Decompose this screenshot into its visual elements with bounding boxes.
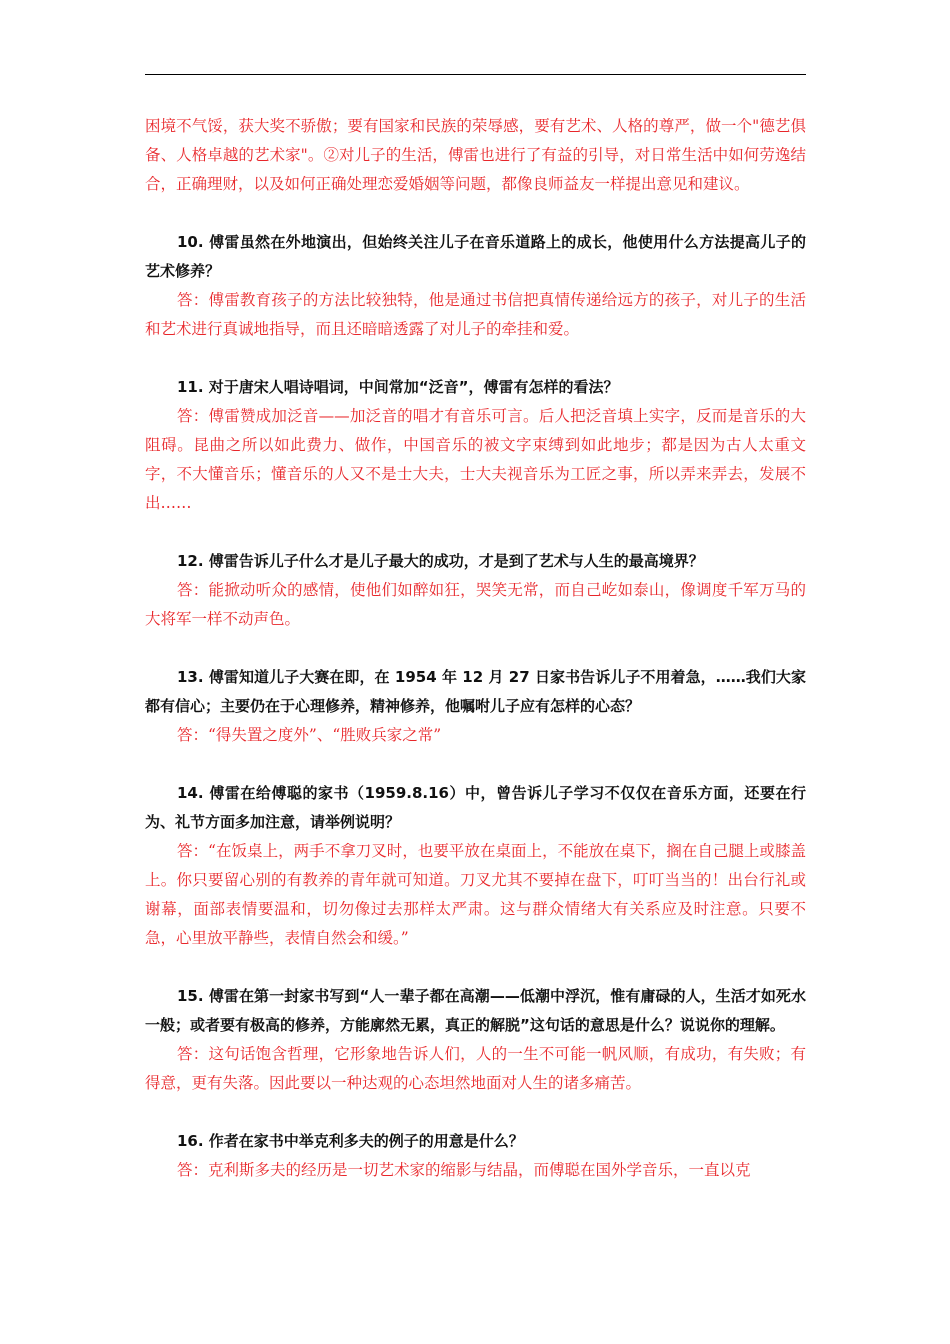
qa-item-11: [145, 373, 806, 518]
question-text: 16. 作者在家书中举克利多夫的例子的用意是什么？: [177, 1132, 524, 1150]
qa-item-12: [145, 547, 806, 634]
qa-item-10: [145, 228, 806, 344]
answer-text: 答：傅雷教育孩子的方法比较独特，他是通过书信把真情传递给远方的孩子，对儿子的生活和艺术进行真诚地指导，而且还暗暗透露了对儿子的牵挂和爱。: [145, 291, 806, 338]
qa-item-14: [145, 779, 806, 953]
qa-item-15: [145, 982, 806, 1098]
question-text: 10. 傅雷虽然在外地演出，但始终关注儿子在音乐道路上的成长，他使用什么方法提高儿子的艺术修养？: [145, 233, 806, 280]
answer-text: 答：傅雷赞成加泛音——加泛音的唱才有音乐可言。后人把泛音填上实字，反而是音乐的大阻碍。昆曲之所以如此费力、做作，中国音乐的被文字束缚到如此地步；都是因为古人太重文字，不大懂音乐；懂音乐的人又不是士大夫，士大夫视音乐为工匠之事，所以弄来弄去，发展不出……: [145, 407, 806, 512]
qa-item-13: [145, 663, 806, 750]
answer-text: 答：“在饭桌上，两手不拿刀叉时，也要平放在桌面上，不能放在桌下，搁在自己腿上或膝盖上。你只要留心别的有教养的青年就可知道。刀叉尤其不要掉在盘下，叮叮当当的！出台行礼或谢幕，面部表情要温和，切勿像过去那样太严肃。这与群众情绪大有关系应及时注意。只要不急，心里放平静些，表情自然会和缓。”: [145, 842, 806, 947]
qa-item-16: [145, 1127, 806, 1185]
question-text: 13. 傅雷知道儿子大赛在即，在 1954 年 12 月 27 日家书告诉儿子不用着急，……我们大家都有信心；主要仍在于心理修养，精神修养，他嘱咐儿子应有怎样的心态？: [145, 668, 806, 715]
answer-text: 答：能掀动听众的感情，使他们如醉如狂，哭笑无常，而自己屹如泰山，像调度千军万马的大将军一样不动声色。: [145, 581, 806, 628]
question-text: 15. 傅雷在第一封家书写到“人一辈子都在高潮——低潮中浮沉，惟有庸碌的人，生活才如死水一般；或者要有极高的修养，方能廓然无累，真正的解脱”这句话的意思是什么？说说你的理解。: [145, 987, 806, 1034]
question-text: 14. 傅雷在给傅聪的家书（1959.8.16）中，曾告诉儿子学习不仅仅在音乐方面，还要在行为、礼节方面多加注意，请举例说明？: [145, 784, 806, 831]
answer-text: 答：“得失置之度外”、“胜败兵家之常”: [177, 726, 442, 744]
answer-text: 答：这句话饱含哲理，它形象地告诉人们，人的一生不可能一帆风顺，有成功，有失败；有得意，更有失落。因此要以一种达观的心态坦然地面对人生的诸多痛苦。: [145, 1045, 806, 1092]
answer-text: 答：克利斯多夫的经历是一切艺术家的缩影与结晶，而傅聪在国外学音乐，一直以克: [177, 1161, 751, 1179]
intro-paragraph: 困境不气馁，获大奖不骄傲；要有国家和民族的荣辱感，要有艺术、人格的尊严，做一个"德艺俱备、人格卓越的艺术家"。②对儿子的生活，傅雷也进行了有益的引导，对日常生活中如何劳逸结合，正确理财，以及如何正确处理恋爱婚姻等问题，都像良师益友一样提出意见和建议。: [145, 117, 806, 193]
question-text: 12. 傅雷告诉儿子什么才是儿子最大的成功，才是到了艺术与人生的最高境界？: [177, 552, 704, 570]
question-text: 11. 对于唐宋人唱诗唱词，中间常加“泛音”，傅雷有怎样的看法？: [177, 378, 619, 396]
header-rule: [145, 74, 806, 75]
document-body: [145, 112, 806, 1185]
